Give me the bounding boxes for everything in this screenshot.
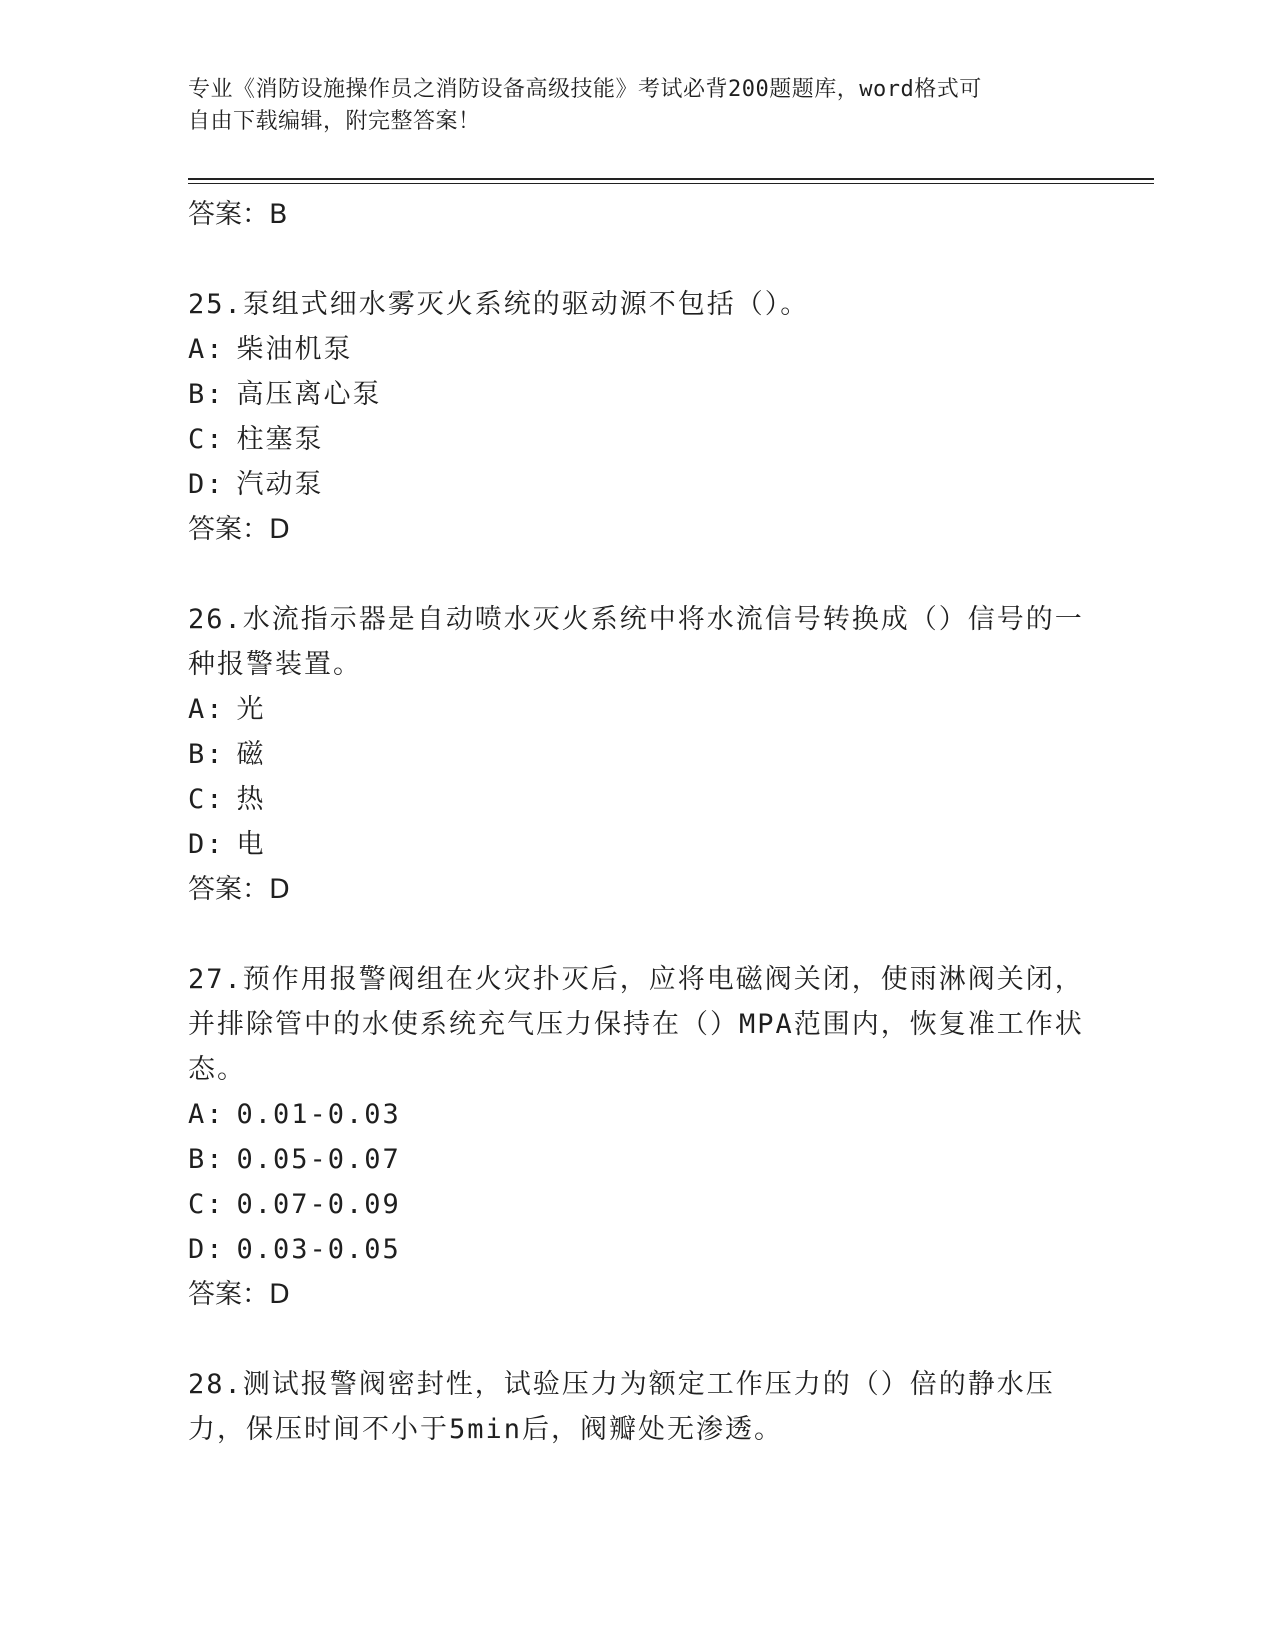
- question-block: [188, 1362, 1088, 1452]
- option-d: [188, 1227, 1088, 1272]
- option-letter: D:: [188, 829, 225, 860]
- option-text: 磁: [236, 739, 266, 770]
- option-letter: B:: [188, 379, 225, 410]
- option-c: [188, 777, 1088, 822]
- question-text: 26.水流指示器是自动喷水灭火系统中将水流信号转换成（）信号的一种报警装置。: [188, 604, 1084, 680]
- option-text: 柱塞泵: [236, 424, 324, 455]
- document-header: [188, 74, 1088, 138]
- option-c: [188, 417, 1088, 462]
- option-b: [188, 732, 1088, 777]
- option-text: 光: [236, 694, 266, 725]
- question-block: [188, 597, 1088, 913]
- option-text: 0.07-0.09: [236, 1189, 401, 1220]
- option-b: [188, 372, 1088, 417]
- option-a: [188, 1092, 1088, 1137]
- option-d: [188, 462, 1088, 507]
- option-text: 汽动泵: [236, 469, 324, 500]
- question-block: [188, 282, 1088, 553]
- option-text: 柴油机泵: [236, 334, 353, 365]
- option-c: [188, 1182, 1088, 1227]
- option-letter: A:: [188, 694, 225, 725]
- question-text: 27.预作用报警阀组在火灾扑灭后，应将电磁阀关闭，使雨淋阀关闭，并排除管中的水使系统充气压力保持在（）MPA范围内，恢复准工作状态。: [188, 964, 1084, 1085]
- answer-line: 答案：D: [188, 514, 290, 545]
- option-a: [188, 327, 1088, 372]
- question-list: [188, 192, 1088, 1452]
- option-letter: A:: [188, 334, 225, 365]
- option-a: [188, 687, 1088, 732]
- header-line-2: 自由下载编辑，附完整答案！: [188, 109, 481, 134]
- header-divider-thick: [188, 178, 1154, 180]
- answer-line: 答案：D: [188, 1279, 290, 1310]
- option-letter: C:: [188, 784, 225, 815]
- option-letter: C:: [188, 1189, 225, 1220]
- header-line-1: 专业《消防设施操作员之消防设备高级技能》考试必背200题题库，word格式可: [188, 77, 982, 102]
- option-text: 热: [236, 784, 266, 815]
- option-text: 0.05-0.07: [236, 1144, 401, 1175]
- option-letter: C:: [188, 424, 225, 455]
- option-d: [188, 822, 1088, 867]
- answer-line: 答案：D: [188, 874, 290, 905]
- option-letter: B:: [188, 739, 225, 770]
- option-letter: D:: [188, 469, 225, 500]
- option-text: 0.01-0.03: [236, 1099, 401, 1130]
- option-text: 电: [236, 829, 266, 860]
- option-letter: B:: [188, 1144, 225, 1175]
- answer-line: 答案：B: [188, 199, 288, 230]
- question-block: [188, 957, 1088, 1318]
- option-letter: D:: [188, 1234, 225, 1265]
- option-text: 0.03-0.05: [236, 1234, 401, 1265]
- question-text: 25.泵组式细水雾灭火系统的驱动源不包括（）。: [188, 289, 810, 320]
- option-text: 高压离心泵: [236, 379, 382, 410]
- header-divider-thin: [188, 183, 1154, 184]
- question-text: 28.测试报警阀密封性，试验压力为额定工作压力的（）倍的静水压力，保压时间不小于5min后，阀瓣处无渗透。: [188, 1369, 1055, 1445]
- option-letter: A:: [188, 1099, 225, 1130]
- option-b: [188, 1137, 1088, 1182]
